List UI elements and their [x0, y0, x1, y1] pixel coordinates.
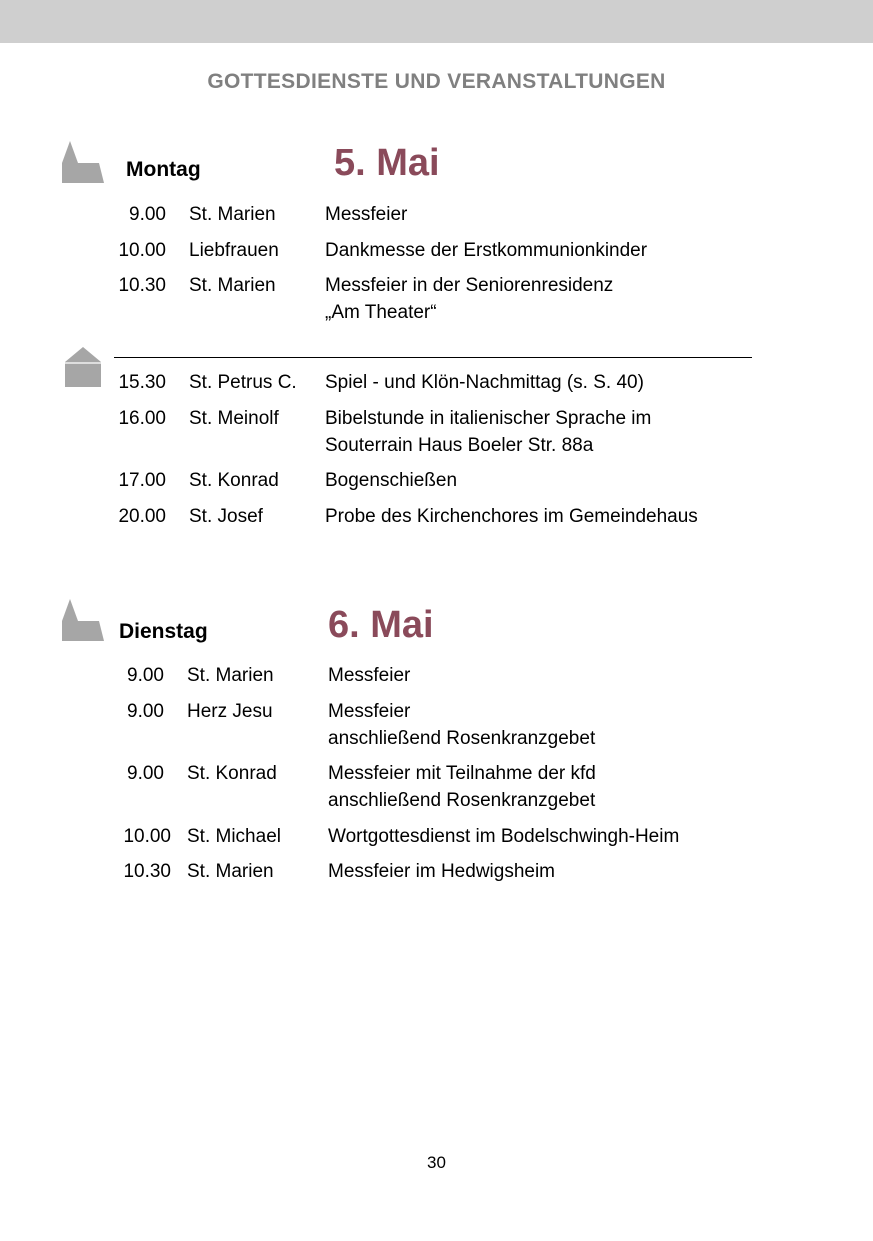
entry-description-line2: „Am Theater“	[325, 302, 437, 323]
entry-place: St. Josef	[189, 506, 263, 527]
date-heading-6-mai: 6. Mai	[328, 604, 434, 646]
church-icon	[60, 141, 106, 184]
entry-place: St. Konrad	[187, 763, 277, 784]
entry-time: 9.00	[129, 204, 166, 225]
entry-time: 9.00	[127, 763, 164, 784]
entry-place: St. Marien	[189, 204, 276, 225]
entry-description: Messfeier	[328, 665, 411, 686]
entry-description: Messfeier	[325, 204, 408, 225]
entry-time: 20.00	[118, 506, 166, 527]
date-heading-5-mai: 5. Mai	[334, 142, 440, 184]
entry-time: 10.30	[123, 861, 171, 882]
page-number: 30	[427, 1153, 446, 1172]
entry-time: 10.00	[123, 826, 171, 847]
top-bar	[0, 0, 873, 43]
entry-description: Bogenschießen	[325, 470, 458, 491]
entry-time: 10.00	[118, 240, 166, 261]
entry-place: Liebfrauen	[189, 240, 279, 261]
entry-description-line2: Souterrain Haus Boeler Str. 88a	[325, 435, 594, 456]
entry-time: 9.00	[127, 701, 164, 722]
entry-time: 17.00	[118, 470, 166, 491]
entry-description: Messfeier im Hedwigsheim	[328, 861, 556, 882]
entry-description: Spiel - und Klön-Nachmittag (s. S. 40)	[325, 372, 644, 393]
entry-place: St. Konrad	[189, 470, 279, 491]
entry-place: St. Marien	[187, 861, 274, 882]
entry-description: Bibelstunde in italienischer Sprache im	[325, 408, 652, 429]
entry-time: 9.00	[127, 665, 164, 686]
section-divider	[114, 357, 752, 358]
day-label-montag: Montag	[126, 158, 201, 181]
entry-description: Messfeier mit Teilnahme der kfd	[328, 763, 596, 784]
entry-place: St. Michael	[187, 826, 281, 847]
church-icon	[60, 599, 106, 642]
entry-description: Dankmesse der Erstkommunionkinder	[325, 240, 648, 261]
entry-description-line2: anschließend Rosenkranzgebet	[328, 790, 596, 811]
entry-place: Herz Jesu	[187, 701, 273, 722]
entry-place: St. Petrus C.	[189, 372, 297, 393]
entry-description: Messfeier in der Seniorenresidenz	[325, 275, 614, 296]
entry-description: Messfeier	[328, 701, 411, 722]
entry-time: 15.30	[118, 372, 166, 393]
entry-time: 16.00	[118, 408, 166, 429]
entry-description: Wortgottesdienst im Bodelschwingh-Heim	[328, 826, 680, 847]
day-label-dienstag: Dienstag	[119, 620, 208, 643]
entry-description-line2: anschließend Rosenkranzgebet	[328, 728, 596, 749]
page-title: GOTTESDIENSTE UND VERANSTALTUNGEN	[207, 70, 666, 93]
entry-place: St. Marien	[187, 665, 274, 686]
entry-place: St. Marien	[189, 275, 276, 296]
entry-place: St. Meinolf	[189, 408, 279, 429]
entry-description: Probe des Kirchenchores im Gemeindehaus	[325, 506, 698, 527]
entry-time: 10.30	[118, 275, 166, 296]
